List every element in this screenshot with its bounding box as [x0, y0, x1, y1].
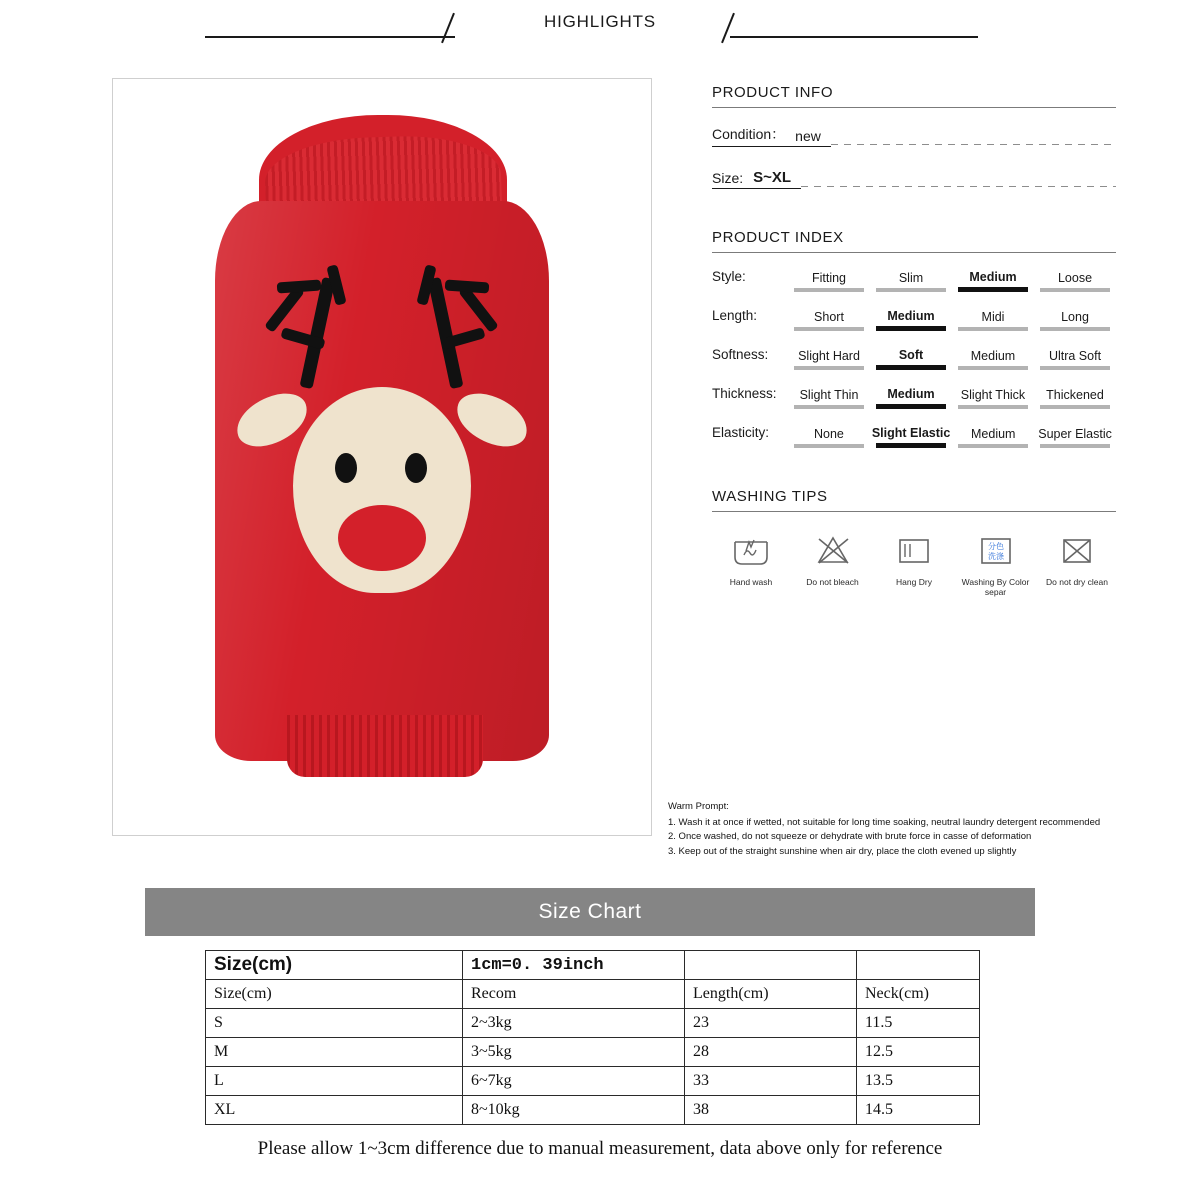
option-style-0-bar: [794, 288, 864, 292]
cell-recom-s: 2~3kg: [463, 1009, 685, 1038]
condition-dashed-rule: [831, 144, 1116, 145]
size-value: S~XL: [743, 169, 801, 189]
do-not-dry-clean-caption: Do not dry clean: [1046, 577, 1108, 587]
table-row: [206, 1038, 980, 1067]
size-row: [712, 169, 1116, 189]
option-elasticity-2-bar: [958, 444, 1028, 448]
table-row: [206, 1067, 980, 1096]
cell-recom-m: 3~5kg: [463, 1038, 685, 1067]
wash-by-color-caption: Washing By Color separ: [961, 577, 1030, 597]
option-elasticity-0[interactable]: [788, 427, 870, 448]
wash-item-hang-dry: [875, 528, 953, 598]
condition-label: Condition：: [712, 124, 785, 147]
do-not-bleach-caption: Do not bleach: [806, 577, 859, 587]
washing-tips-block: [712, 488, 1116, 598]
header-rule-left: [205, 36, 455, 38]
option-length-3[interactable]: [1034, 310, 1116, 331]
table-title-size: Size(cm): [206, 951, 463, 980]
option-softness-3-label: Ultra Soft: [1048, 349, 1102, 363]
option-style-1-label: Slim: [898, 271, 924, 285]
option-thickness-2-bar: [958, 405, 1028, 409]
option-elasticity-1[interactable]: [870, 426, 953, 448]
do-not-bleach-icon: [794, 528, 872, 574]
option-length-0[interactable]: [788, 310, 870, 331]
option-style-1[interactable]: [870, 271, 952, 292]
cell-length-m: 28: [685, 1038, 857, 1067]
cell-length-xl: 38: [685, 1096, 857, 1125]
wash-item-do-not-bleach: [794, 528, 872, 598]
option-length-2-bar: [958, 327, 1028, 331]
option-softness-3[interactable]: [1034, 349, 1116, 370]
column-header-length: Length(cm): [685, 980, 857, 1009]
table-title-conversion: 1cm=0. 39inch: [463, 951, 685, 980]
product-details-column: [712, 84, 1116, 598]
svg-text:分色: 分色: [987, 542, 1004, 551]
table-row-title: [206, 951, 980, 980]
index-row-softness: [712, 347, 1116, 370]
table-row: [206, 1096, 980, 1125]
size-dashed-rule: [801, 186, 1116, 187]
product-index-title: PRODUCT INDEX: [712, 229, 1116, 253]
option-thickness-1-bar: [876, 404, 946, 409]
option-elasticity-2-label: Medium: [971, 427, 1016, 441]
hang-dry-icon: [875, 528, 953, 574]
reindeer-eye-right: [405, 453, 427, 483]
washing-tips-title: WASHING TIPS: [712, 488, 1116, 512]
option-thickness-3-label: Thickened: [1046, 388, 1104, 402]
cell-neck-s: 11.5: [857, 1009, 980, 1038]
page-header: [0, 0, 1200, 52]
size-chart-table: [205, 950, 980, 1125]
hang-dry-caption: Hang Dry: [896, 577, 932, 587]
cell-size-m: M: [206, 1038, 463, 1067]
option-thickness-0-bar: [794, 405, 864, 409]
column-header-size: Size(cm): [206, 980, 463, 1009]
size-chart-banner: Size Chart: [145, 888, 1035, 936]
option-length-0-label: Short: [814, 310, 844, 324]
reindeer-muzzle: [338, 505, 426, 571]
option-length-1-label: Medium: [887, 309, 935, 323]
option-elasticity-2[interactable]: [952, 427, 1034, 448]
option-softness-0-label: Slight Hard: [798, 349, 860, 363]
option-style-3-bar: [1040, 288, 1110, 292]
cell-neck-xl: 14.5: [857, 1096, 980, 1125]
option-elasticity-3[interactable]: [1034, 427, 1116, 448]
cell-size-xl: XL: [206, 1096, 463, 1125]
index-label-length: Length:: [712, 308, 758, 323]
option-length-2[interactable]: [952, 310, 1034, 331]
column-header-recom: Recom: [463, 980, 685, 1009]
option-thickness-2-label: Slight Thick: [960, 388, 1026, 402]
option-softness-1-label: Soft: [898, 348, 924, 362]
option-softness-0-bar: [794, 366, 864, 370]
wash-item-hand-wash: [712, 528, 790, 598]
option-softness-2[interactable]: [952, 349, 1034, 370]
warm-prompt-line-3: 3. Keep out of the straight sunshine when air dry, place the cloth evened up slightly: [668, 846, 1017, 858]
table-title-blank-2: [857, 951, 980, 980]
reindeer-eye-left: [335, 453, 357, 483]
index-label-elasticity: Elasticity:: [712, 425, 770, 440]
option-softness-0[interactable]: [788, 349, 870, 370]
option-length-3-bar: [1040, 327, 1110, 331]
dog-sweater-illustration: [207, 115, 557, 795]
condition-row: [712, 124, 1116, 147]
option-style-0-label: Fitting: [811, 271, 847, 285]
option-length-0-bar: [794, 327, 864, 331]
table-title-blank-1: [685, 951, 857, 980]
warm-prompt: [668, 800, 1188, 860]
option-style-1-bar: [876, 288, 946, 292]
warm-prompt-line-2: 2. Once washed, do not squeeze or dehydrate with brute force in casse of deformation: [668, 831, 1032, 843]
option-style-3[interactable]: [1034, 271, 1116, 292]
option-thickness-1[interactable]: [870, 387, 952, 409]
index-row-thickness: [712, 386, 1116, 409]
option-thickness-3-bar: [1040, 405, 1110, 409]
column-header-neck: Neck(cm): [857, 980, 980, 1009]
index-row-elasticity: [712, 425, 1116, 448]
option-softness-2-bar: [958, 366, 1028, 370]
warm-prompt-line-1: 1. Wash it at once if wetted, not suitable for long time soaking, neutral laundry detergent recommended: [668, 816, 1101, 828]
product-photo: [112, 78, 652, 836]
warm-prompt-title: Warm Prompt:: [668, 801, 729, 812]
page-title: HIGHLIGHTS: [544, 12, 656, 31]
hand-wash-caption: Hand wash: [729, 577, 773, 587]
product-index-block: [712, 229, 1116, 448]
option-style-3-label: Loose: [1057, 271, 1093, 285]
size-label: Size:: [712, 170, 743, 189]
option-elasticity-3-bar: [1040, 444, 1110, 448]
cell-recom-xl: 8~10kg: [463, 1096, 685, 1125]
option-style-2-label: Medium: [969, 270, 1017, 284]
svg-text:洗涤: 洗涤: [987, 552, 1004, 561]
index-row-length: [712, 308, 1116, 331]
do-not-dry-clean-icon: [1038, 528, 1116, 574]
cell-recom-l: 6~7kg: [463, 1067, 685, 1096]
cell-neck-l: 13.5: [857, 1067, 980, 1096]
condition-value: new: [785, 128, 831, 147]
index-label-softness: Softness:: [712, 347, 769, 362]
option-elasticity-3-label: Super Elastic: [1038, 427, 1112, 441]
option-length-1-bar: [876, 326, 946, 331]
wash-by-color-icon: [957, 528, 1035, 574]
option-style-2[interactable]: [952, 270, 1034, 292]
index-label-style: Style:: [712, 269, 746, 284]
sweater-hem-ribbing: [287, 715, 483, 777]
option-elasticity-1-bar: [876, 443, 947, 448]
table-row-headers: [206, 980, 980, 1009]
option-elasticity-0-label: None: [813, 427, 844, 441]
index-row-style: [712, 269, 1116, 292]
option-style-0[interactable]: [788, 271, 870, 292]
hand-wash-icon: [712, 528, 790, 574]
index-label-thickness: Thickness:: [712, 386, 777, 401]
option-elasticity-1-label: Slight Elastic: [871, 426, 951, 440]
option-thickness-0-label: Slight Thin: [799, 388, 859, 402]
wash-item-do-not-dry-clean: [1038, 528, 1116, 598]
option-elasticity-0-bar: [794, 444, 864, 448]
wash-item-color-separation: [957, 528, 1035, 598]
option-thickness-1-label: Medium: [887, 387, 935, 401]
table-row: [206, 1009, 980, 1038]
option-thickness-0[interactable]: [788, 388, 870, 409]
option-softness-1-bar: [876, 365, 946, 370]
option-softness-2-label: Medium: [970, 349, 1016, 363]
option-softness-3-bar: [1040, 366, 1110, 370]
option-length-1[interactable]: [870, 309, 952, 331]
option-style-2-bar: [958, 287, 1028, 292]
cell-size-l: L: [206, 1067, 463, 1096]
measurement-footnote: Please allow 1~3cm difference due to manual measurement, data above only for reference: [257, 1138, 943, 1159]
cell-length-s: 23: [685, 1009, 857, 1038]
option-thickness-3[interactable]: [1034, 388, 1116, 409]
washing-icon-row: [712, 528, 1116, 598]
option-length-2-label: Midi: [981, 310, 1005, 324]
cell-length-l: 33: [685, 1067, 857, 1096]
product-info-title: PRODUCT INFO: [712, 84, 1116, 108]
option-softness-1[interactable]: [870, 348, 952, 370]
option-thickness-2[interactable]: [952, 388, 1034, 409]
cell-neck-m: 12.5: [857, 1038, 980, 1067]
header-rule-right: [730, 36, 978, 38]
cell-size-s: S: [206, 1009, 463, 1038]
option-length-3-label: Long: [1061, 310, 1089, 324]
